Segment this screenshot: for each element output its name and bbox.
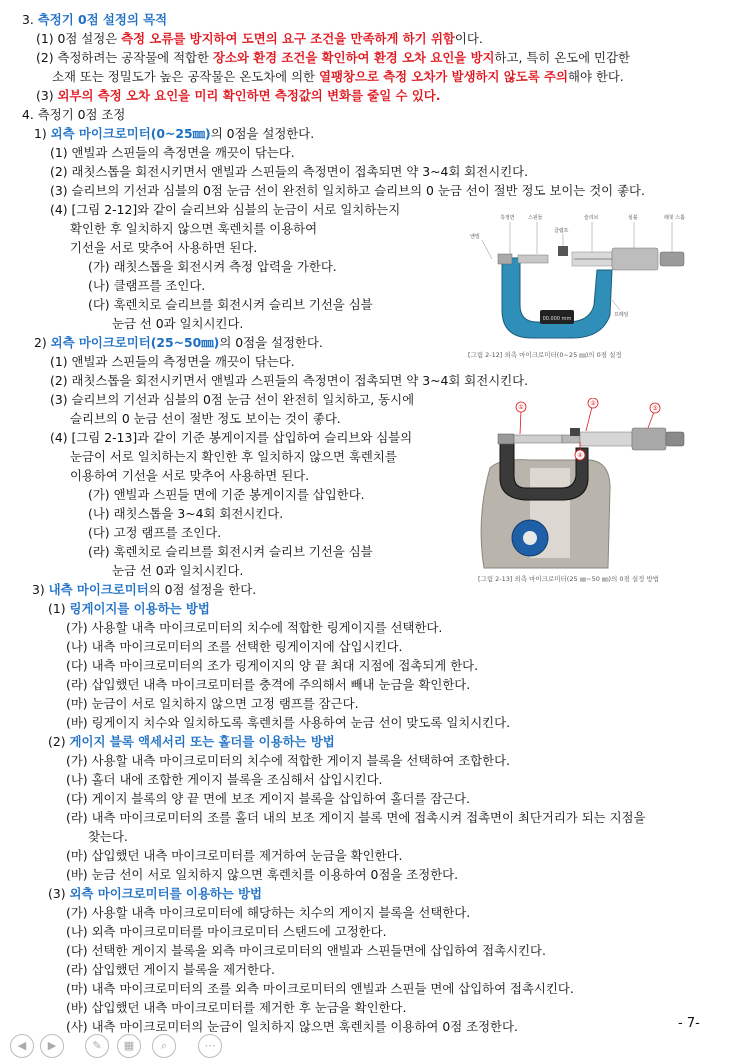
text-run: (가) 사용할 내측 마이크로미터의 치수에 적합한 링게이지를 선택한다. [66, 620, 443, 635]
text-run: 슬리브의 0 눈금 선이 절반 정도 보이는 것이 좋다. [70, 411, 341, 426]
text-run: (4) [그림 2-12]와 같이 슬리브와 심블의 눈금이 서로 일치하는지 [50, 202, 401, 217]
text-run: 2) [34, 335, 51, 350]
figure-2-13-micrometer-25-50 [470, 398, 715, 574]
text-line [66, 1017, 518, 1036]
text-line [66, 770, 382, 789]
text-line [66, 694, 359, 713]
heading-blue: 외측 마이크로미터(25~50㎜) [50, 335, 220, 350]
thimble [612, 248, 658, 270]
heading-blue: 외측 마이크로미터(0~25㎜) [50, 126, 211, 141]
text-line [66, 789, 470, 808]
text-line [88, 295, 373, 314]
text-run: 3) [32, 582, 49, 597]
slides-icon[interactable]: ▦ [117, 1034, 141, 1058]
anvil [498, 254, 512, 264]
text-run: (3) [48, 886, 70, 901]
marker-3: ③ [652, 405, 658, 412]
text-run: 기선을 서로 맞추어 사용하면 된다. [70, 240, 258, 255]
text-run: 확인한 후 일치하지 않으면 훅렌치를 이용하여 [70, 221, 318, 236]
text-line [88, 257, 337, 276]
text-line [22, 105, 125, 124]
text-run: (나) 홀더 내에 조합한 게이지 블록을 조심해서 삽입시킨다. [66, 772, 383, 787]
text-run: 1) [34, 126, 51, 141]
text-run: (3) 슬리브의 기선과 심블의 0점 눈금 선이 완전히 일치하고 슬리브의 0 눈금 선이 절반 정도 보이는 것이 좋다. [50, 183, 645, 198]
svg-text:00.000 mm: 00.000 mm [542, 316, 572, 322]
text-line [48, 599, 210, 618]
text-run: (3) 슬리브의 기선과 심블의 0점 눈금 선이 완전히 일치하고, 동시에 [50, 392, 415, 407]
emphasis-red: 장소와 환경 조건을 확인하여 환경 오차 요인을 방지 [212, 50, 495, 65]
text-run: (마) 내측 마이크로미터의 조를 외측 마이크로미터의 앤빌과 스핀들 면에 삽입하여 접촉시킨다. [66, 981, 574, 996]
text-line [52, 67, 624, 86]
text-line [50, 371, 528, 390]
text-run: (1) 앤빌과 스핀들의 측정면을 깨끗이 닦는다. [50, 145, 295, 160]
emphasis-red: 열팽창으로 측정 오차가 발생하지 않도록 주의 [318, 69, 568, 84]
text-line [66, 922, 387, 941]
ratchet-stop [666, 432, 684, 446]
more-icon[interactable]: ⋯ [198, 1034, 222, 1058]
clamp [570, 428, 580, 436]
text-run: (다) 내측 마이크로미터의 조가 링게이지의 양 끝 최대 지점에 접촉되게 한다. [66, 658, 479, 673]
text-line [88, 827, 128, 846]
text-line [66, 865, 458, 884]
text-run: 눈금 선 0과 일치시킨다. [112, 316, 244, 331]
text-run: (라) 삽입했던 내측 마이크로미터를 충격에 주의해서 빼내 눈금을 확인한다. [66, 677, 471, 692]
text-run: (바) 링게이지 치수와 일치하도록 훅렌치를 사용하여 눈금 선이 맞도록 일치시킨다. [66, 715, 511, 730]
spindle [518, 255, 548, 263]
text-line [88, 485, 365, 504]
text-run: 눈금이 서로 일치하는지 확인한 후 일치하지 않으면 훅렌치를 [70, 449, 397, 464]
text-line [48, 732, 335, 751]
text-run: (라) 삽입했던 게이지 블록을 제거한다. [66, 962, 275, 977]
text-run: (사) 내측 마이크로미터의 눈금이 일치하지 않으면 훅렌치를 이용하여 0점 조정한다. [66, 1019, 518, 1034]
heading-blue: 측정기 0점 설정의 목적 [37, 12, 168, 27]
text-run: (라) 훅렌치로 슬리브를 회전시켜 슬리브 기선을 심블 [88, 544, 373, 559]
text-line [66, 979, 574, 998]
thimble [632, 428, 666, 450]
text-run: 소재 또는 정밀도가 높은 공작물은 온도차에 의한 [52, 69, 319, 84]
text-run: (4) [그림 2-13]과 같이 기준 봉게이지를 삽입하여 슬리브와 심블의 [50, 430, 413, 445]
text-run: (마) 눈금이 서로 일치하지 않으면 고정 램프를 잠근다. [66, 696, 359, 711]
text-run: 의 0점을 설정한다. [210, 126, 315, 141]
text-run: (다) 훅렌치로 슬리브를 회전시켜 슬리브 기선을 심블 [88, 297, 373, 312]
text-run: 찾는다. [88, 829, 128, 844]
text-run: 해야 한다. [567, 69, 624, 84]
label-measuring-face: 측정면 [500, 215, 515, 221]
text-run: (가) 사용할 내측 마이크로미터에 해당하는 치수의 게이지 블록을 선택한다. [66, 905, 471, 920]
anvil [498, 434, 514, 444]
text-run: (나) 외측 마이크로미터를 마이크로미터 스탠드에 고정한다. [66, 924, 387, 939]
heading-blue: 링게이지를 이용하는 방법 [69, 601, 210, 616]
text-run: 4. 측정기 0점 조정 [22, 107, 126, 122]
heading-blue: 게이지 블록 액세서리 또는 홀더를 이용하는 방법 [69, 734, 335, 749]
text-line [66, 656, 478, 675]
text-run: 의 0점 설정을 한다. [148, 582, 257, 597]
text-run: 3. [22, 12, 38, 27]
label-spindle: 스핀들 [528, 215, 543, 221]
text-run: (1) 앤빌과 스핀들의 측정면을 깨끗이 닦는다. [50, 354, 295, 369]
text-line [66, 846, 402, 865]
reference-gauge [514, 435, 562, 443]
label-thimble: 심블 [628, 215, 638, 221]
emphasis-red: 외부의 측정 오차 요인을 미리 확인하면 측정값의 변화를 줄일 수 있다. [57, 88, 441, 103]
text-run: 눈금 선 0과 일치시킨다. [112, 563, 244, 578]
text-line [50, 428, 412, 447]
text-line [66, 751, 510, 770]
text-run: (2) [48, 734, 70, 749]
text-line [66, 960, 275, 979]
text-run: 하고, 특히 온도에 민감한 [494, 50, 630, 65]
text-run: (나) 래칫스톱을 3~4회 회전시킨다. [88, 506, 284, 521]
text-run: (가) 앤빌과 스핀들 면에 기준 봉게이지를 삽입한다. [88, 487, 365, 502]
text-line [50, 181, 645, 200]
text-line [22, 10, 167, 29]
marker-2: ② [590, 400, 596, 407]
heading-blue: 외측 마이크로미터를 이용하는 방법 [69, 886, 262, 901]
text-run: (1) [48, 601, 70, 616]
text-line [66, 808, 646, 827]
text-line [88, 276, 205, 295]
text-line [34, 333, 323, 352]
text-line [88, 523, 221, 542]
text-line [66, 941, 546, 960]
text-line [50, 352, 295, 371]
pen-icon[interactable]: ✎ [85, 1034, 109, 1058]
text-line [66, 618, 442, 637]
text-line [112, 314, 243, 333]
text-run: (2) 래칫스톱을 회전시키면서 앤빌과 스핀들의 측정면이 접촉되면 약 3~4회 회전시킨다. [50, 373, 529, 388]
ratchet-stop [660, 252, 684, 266]
emphasis-red: 측정 오류를 방지하여 도면의 요구 조건을 만족하게 하기 위함 [121, 31, 455, 46]
text-line [66, 675, 470, 694]
text-line [70, 238, 257, 257]
figure-2-13-caption: [그림 2-13] 외측 마이크로미터(25 ㎜~50 ㎜)의 0점 설정 방법 [478, 575, 660, 583]
text-run: (나) 내측 마이크로미터의 조를 선택한 링게이지에 삽입시킨다. [66, 639, 403, 654]
text-line [70, 447, 397, 466]
text-run: (다) 고정 램프를 조인다. [88, 525, 222, 540]
text-run: (마) 삽입했던 내측 마이크로미터를 제거하여 눈금을 확인한다. [66, 848, 403, 863]
text-run: (다) 게이지 블록의 양 끝 면에 보조 게이지 블록을 삽입하여 홀더를 잠근다. [66, 791, 471, 806]
text-line [70, 409, 341, 428]
text-line [50, 143, 295, 162]
text-run: (1) 0점 설정은 [36, 31, 122, 46]
text-line [36, 48, 630, 67]
text-line [66, 713, 510, 732]
text-line [50, 390, 414, 409]
text-line [66, 903, 470, 922]
text-line [66, 637, 402, 656]
marker-4: ④ [577, 452, 583, 459]
text-run: (라) 내측 마이크로미터의 조를 홀더 내의 보조 게이지 블록 면에 접촉시켜 접촉면이 최단거리가 되는 지점을 [66, 810, 646, 825]
text-run: (나) 클램프를 조인다. [88, 278, 206, 293]
spindle [562, 435, 580, 443]
forward-icon[interactable]: ▶ [40, 1034, 64, 1058]
text-run: (2) 래칫스톱을 회전시키면서 앤빌과 스핀들의 측정면이 접촉되면 약 3~4회 회전시킨다. [50, 164, 529, 179]
text-run: (다) 선택한 게이지 블록을 외측 마이크로미터의 앤빌과 스핀들면에 삽입하여 접촉시킨다. [66, 943, 546, 958]
text-line [70, 466, 309, 485]
text-line [34, 124, 314, 143]
text-run: 이다. [454, 31, 483, 46]
text-run: 의 0점을 설정한다. [219, 335, 323, 350]
text-line [36, 29, 483, 48]
text-line [48, 884, 262, 903]
text-line [88, 504, 283, 523]
page-number: - 7- [678, 1016, 700, 1031]
label-frame: 프레임 [614, 312, 629, 318]
clamp [558, 246, 568, 256]
back-icon[interactable]: ◀ [10, 1034, 34, 1058]
marker-1: ① [518, 404, 524, 411]
text-line [32, 580, 256, 599]
zoom-icon[interactable]: ⌕ [152, 1034, 176, 1058]
text-line [88, 542, 373, 561]
label-sleeve: 슬리브 [584, 215, 599, 221]
figure-2-12-caption: [그림 2-12] 외측 마이크로미터(0~25 ㎜)의 0점 설정 [468, 351, 622, 359]
text-run: 이용하여 기선을 서로 맞추어 사용하면 된다. [70, 468, 310, 483]
text-line [50, 200, 400, 219]
text-run: (2) 측정하려는 공작물에 적합한 [36, 50, 213, 65]
text-run: (3) [36, 88, 58, 103]
text-line [50, 162, 528, 181]
label-ratchet: 래칫 스톱 [664, 215, 685, 221]
text-run: (바) 눈금 선이 서로 일치하지 않으면 훅렌치를 이용하여 0점을 조정한다. [66, 867, 459, 882]
heading-blue: 내측 마이크로미터 [48, 582, 149, 597]
text-line [70, 219, 317, 238]
text-line [112, 561, 243, 580]
text-line [66, 998, 406, 1017]
text-run: (가) 래칫스톱을 회전시켜 측정 압력을 가한다. [88, 259, 337, 274]
label-anvil: 앤빌 [470, 234, 480, 240]
label-clamp: 클램프 [554, 228, 569, 234]
text-run: (가) 사용할 내측 마이크로미터의 치수에 적합한 게이지 블록을 선택하여 조합한다. [66, 753, 511, 768]
text-line [36, 86, 441, 105]
text-run: (바) 삽입했던 내측 마이크로미터를 제거한 후 눈금을 확인한다. [66, 1000, 407, 1015]
sleeve [580, 432, 632, 446]
figure-2-12-micrometer-0-25 [462, 210, 712, 360]
